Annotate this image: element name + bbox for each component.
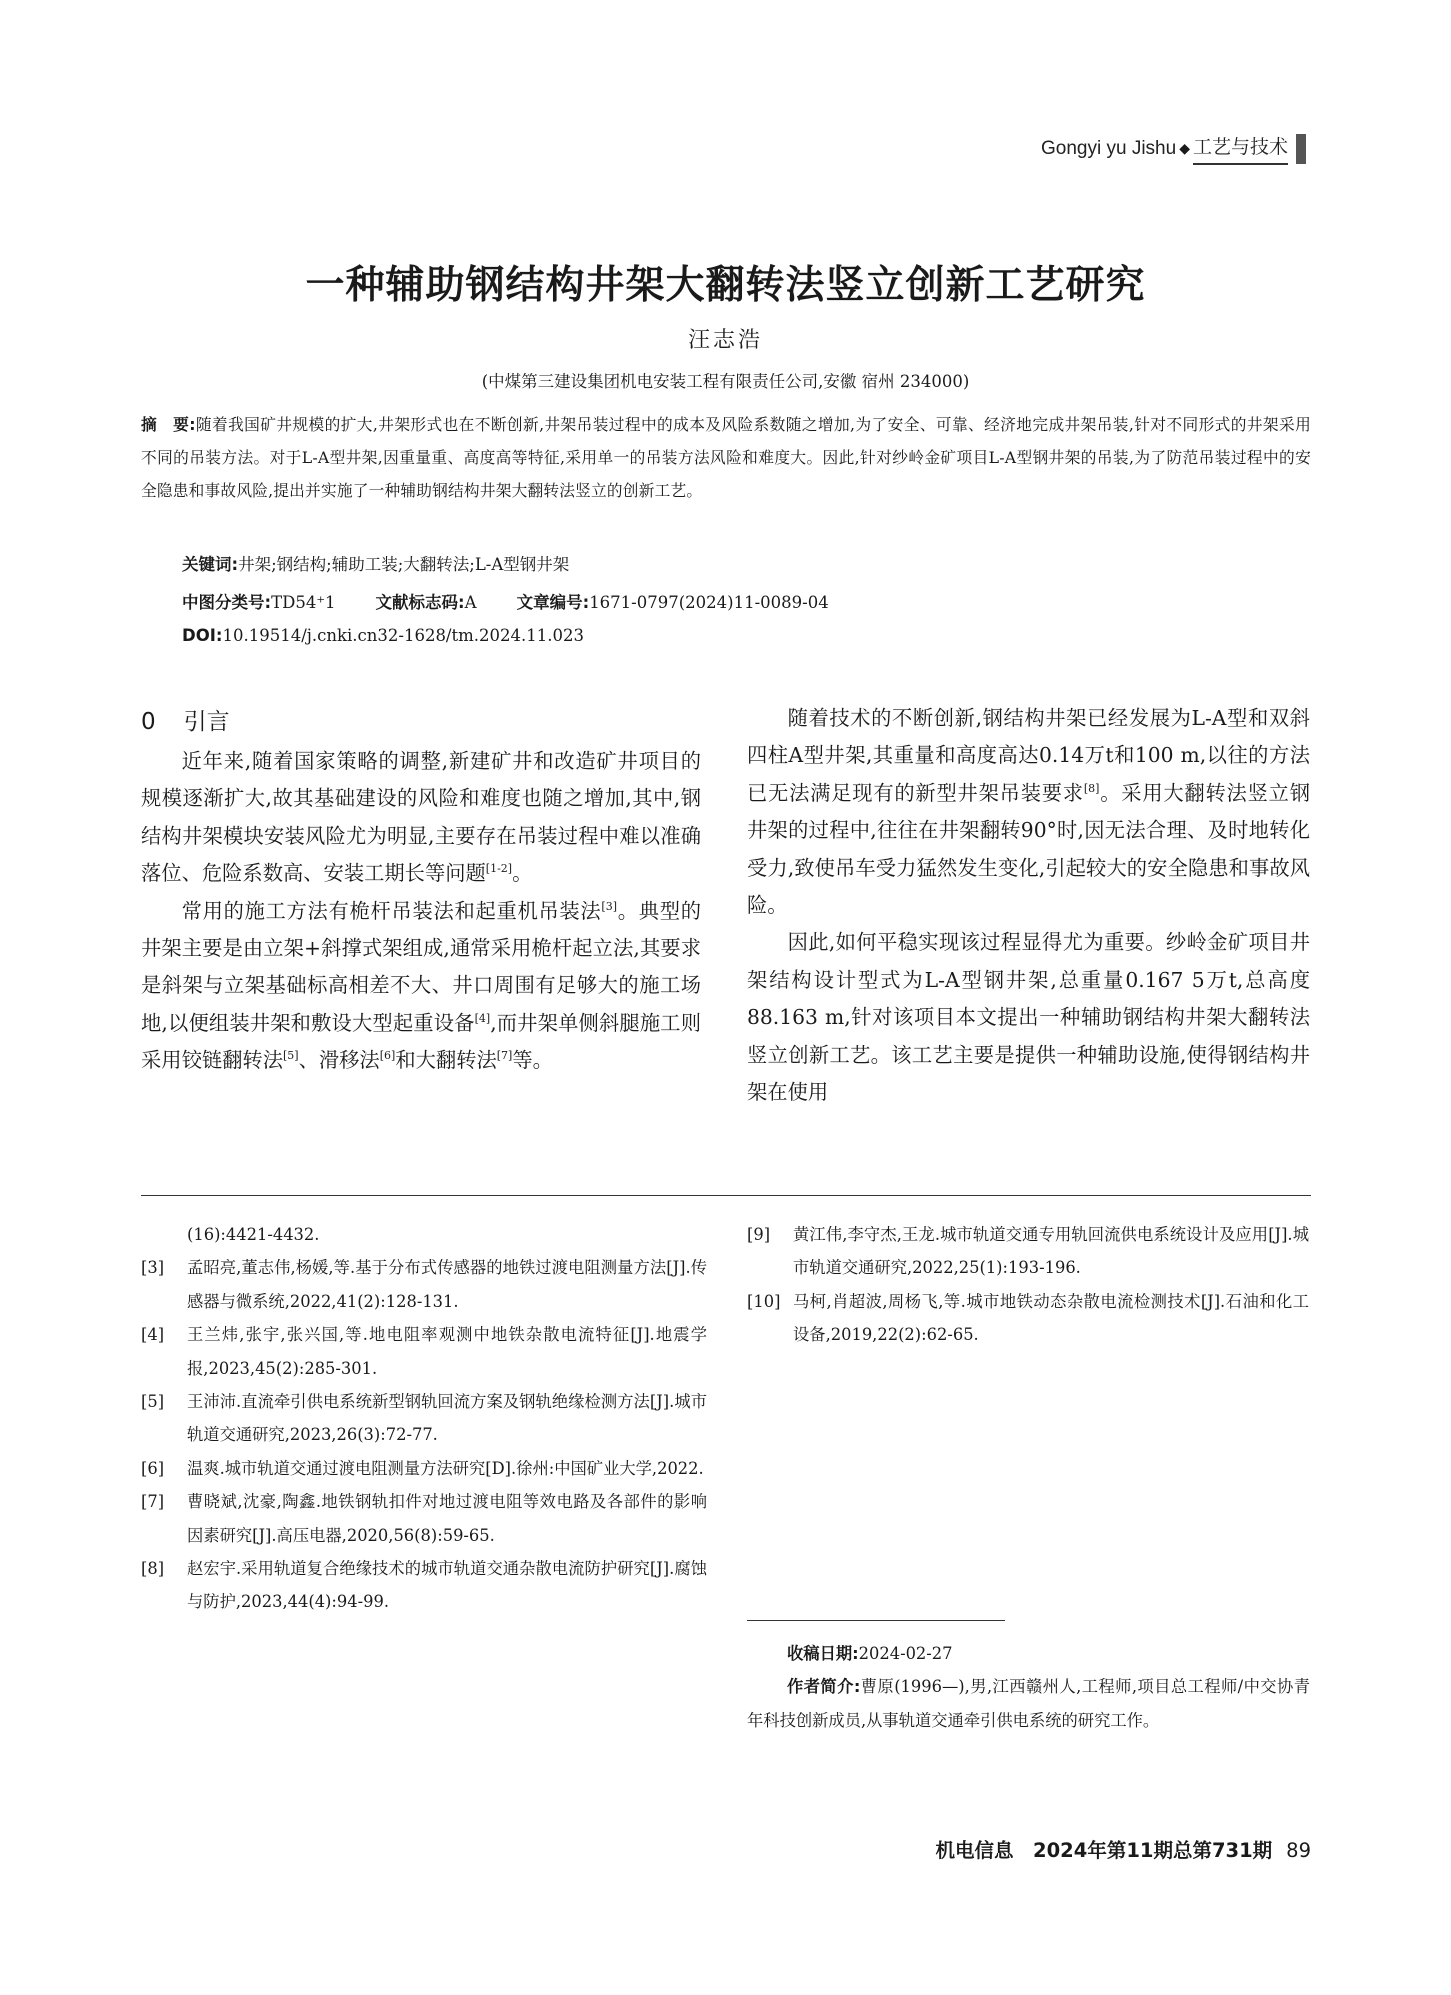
- clc-value: TD54⁺1: [271, 593, 336, 612]
- reference-item: [141, 1485, 707, 1552]
- doi-value: 10.19514/j.cnki.cn32-1628/tm.2024.11.023: [222, 626, 584, 645]
- section-heading: [141, 703, 230, 736]
- keywords-label: 关键词:: [182, 555, 239, 574]
- running-header-pinyin: Gongyi yu Jishu: [1041, 137, 1177, 159]
- running-header: [1041, 132, 1306, 165]
- reference-item: [141, 1318, 707, 1385]
- body-right-column: [747, 700, 1310, 1111]
- reference-text: 黄江伟,李守杰,王龙.城市轨道交通专用轨回流供电系统设计及应用[J].城市轨道交通研究,2022,25(1):193-196.: [793, 1225, 1309, 1278]
- paragraph-text: 常用的施工方法有桅杆吊装法和起重机吊装法: [181, 898, 602, 923]
- paragraph-text: 。典型的井架主要是由立架+斜撑式架组成,通常采用桅杆起立法,其要求是斜架与立架基础标高相差不大、井口周围有足够大的施工场地,以便组装井架和敷设大型起重设备: [141, 898, 701, 1035]
- reference-item: [141, 1251, 707, 1318]
- reference-text: 王沛沛.直流牵引供电系统新型钢轨回流方案及钢轨绝缘检测方法[J].城市轨道交通研究,2023,26(3):72-77.: [187, 1392, 707, 1445]
- reference-item: [747, 1285, 1309, 1352]
- paper-author: 汪志浩: [687, 328, 763, 353]
- reference-item: [141, 1552, 707, 1619]
- page-footer: [936, 1835, 1311, 1863]
- reference-text: 曹晓斌,沈豪,陶鑫.地铁钢轨扣件对地过渡电阻等效电路及各部件的影响因素研究[J].高压电器,2020,56(8):59-65.: [187, 1492, 707, 1545]
- reference-text: 马柯,肖超波,周杨飞,等.城市地铁动态杂散电流检测技术[J].石油和化工设备,2019,22(2):62-65.: [793, 1291, 1309, 1345]
- received-label: 收稿日期:: [787, 1644, 859, 1663]
- references-left: [141, 1218, 707, 1619]
- reference-number: [10]: [747, 1291, 781, 1311]
- paragraph-text: 。采用大翻转法竖立钢井架的过程中,往往在井架翻转90°时,因无法合理、及时地转化受力,致使吊车受力猛然发生变化,引起较大的安全隐患和事故风险。: [747, 780, 1310, 918]
- body-paragraph: 因此,如何平稳实现该过程显得尤为重要。纱岭金矿项目井架结构设计型式为L-A型钢井架,总重量0.167 5万t,总高度88.163 m,针对该项目本文提出一种辅助钢结构井架大翻转法竖立创新工艺。该工艺主要是提供一种辅助设施,使得钢结构井架在使用: [747, 930, 1310, 1105]
- section-title: 引言: [183, 709, 230, 735]
- citation: [3]: [601, 899, 618, 913]
- reference-item: [141, 1218, 707, 1251]
- reference-text: 赵宏宇.采用轨道复合绝缘技术的城市轨道交通杂散电流防护研究[J].腐蚀与防护,2023,44(4):94-99.: [187, 1559, 707, 1612]
- citation: [4]: [474, 1012, 491, 1026]
- doc-code-value: A: [464, 593, 477, 612]
- footnote-divider: [141, 1195, 1311, 1196]
- abstract-label: 摘 要:: [141, 415, 196, 434]
- reference-text: (16):4421-4432.: [187, 1225, 320, 1244]
- reference-number: [9]: [747, 1225, 771, 1244]
- doc-code-label: 文献标志码:: [375, 593, 465, 612]
- body-paragraph: [141, 743, 701, 893]
- diamond-icon: ◆: [1179, 140, 1190, 156]
- classification-line: [182, 589, 829, 613]
- paragraph-text: 等。: [512, 1048, 553, 1073]
- keywords-text: 井架;钢结构;辅助工装;大翻转法;L-A型钢井架: [238, 555, 570, 574]
- doi-line: [182, 626, 584, 645]
- footer-journal: 机电信息 2024年第11期总第731期: [935, 1839, 1273, 1862]
- abstract: [141, 408, 1311, 507]
- citation: [6]: [379, 1049, 396, 1063]
- reference-number: [5]: [141, 1392, 165, 1412]
- citation: [5]: [282, 1049, 299, 1063]
- reference-number: [8]: [141, 1559, 165, 1579]
- article-number-value: 1671-0797(2024)11-0089-04: [589, 593, 829, 612]
- received-value: 2024-02-27: [858, 1644, 953, 1663]
- reference-item: [141, 1452, 707, 1485]
- citation: [1-2]: [485, 862, 513, 876]
- doi-label: DOI:: [182, 626, 223, 645]
- references-right: [747, 1218, 1309, 1352]
- author-bio-text: 曹原(1996—),男,江西赣州人,工程师,项目总工程师/中交协青年科技创新成员,从事轨道交通牵引供电系统的研究工作。: [747, 1677, 1311, 1730]
- article-number-label: 文章编号:: [516, 593, 590, 612]
- author-bio-label: 作者简介:: [787, 1677, 861, 1697]
- citation: [8]: [1083, 782, 1100, 796]
- reference-text: 王兰炜,张宇,张兴国,等.地电阻率观测中地铁杂散电流特征[J].地震学报,2023,45(2):285-301.: [187, 1325, 707, 1378]
- clc-label: 中图分类号:: [182, 593, 272, 612]
- page-number: 89: [1286, 1839, 1311, 1862]
- body-paragraph: [141, 893, 701, 1080]
- reference-number: [6]: [141, 1458, 165, 1478]
- paragraph-text: 随着技术的不断创新,钢结构井架已经发展为L-A型和双斜四柱A型井架,其重量和高度高达0.14万t和100 m,以往的方法已无法满足现有的新型井架吊装要求: [747, 706, 1310, 805]
- paragraph-text: 、滑移法: [298, 1048, 380, 1073]
- author-affiliation: (中煤第三建设集团机电安装工程有限责任公司,安徽 宿州 234000): [481, 372, 970, 391]
- keywords: [182, 551, 569, 575]
- paragraph-text: 。: [512, 861, 533, 886]
- received-date: [747, 1637, 1310, 1670]
- reference-number: [7]: [141, 1492, 165, 1512]
- author-bio: [747, 1670, 1310, 1737]
- reference-item: [141, 1385, 707, 1452]
- abstract-text: 随着我国矿井规模的扩大,井架形式也在不断创新,井架吊装过程中的成本及风险系数随之增加,为了安全、可靠、经济地完成井架吊装,针对不同形式的井架采用不同的吊装方法。对于L-A型井架,因重量重、高度高等特征,采用单一的吊装方法风险和难度大。因此,针对纱岭金矿项目L-A型钢井架的吊装,为了防范吊装过程中的安全隐患和事故风险,提出并实施了一种辅助钢结构井架大翻转法竖立的创新工艺。: [141, 415, 1311, 500]
- paragraph-text: 和大翻转法: [395, 1048, 497, 1073]
- running-header-column: 工艺与技术: [1193, 132, 1288, 165]
- section-number: 0: [141, 709, 156, 735]
- notes-divider: [747, 1620, 1005, 1621]
- paper-title: 一种辅助钢结构井架大翻转法竖立创新工艺研究: [305, 263, 1146, 308]
- reference-item: [747, 1218, 1309, 1285]
- reference-text: 温爽.城市轨道交通过渡电阻测量方法研究[D].徐州:中国矿业大学,2022.: [187, 1458, 704, 1478]
- citation: [7]: [496, 1049, 513, 1063]
- paragraph-text: ,而井架单侧斜腿施工则采用铰链翻转法: [141, 1010, 701, 1073]
- paragraph-text: 近年来,随着国家策略的调整,新建矿井和改造矿井项目的规模逐渐扩大,故其基础建设的风险和难度也随之增加,其中,钢结构井架模块安装风险尤为明显,主要存在吊装过程中难以准确落位、危险系数高、安装工期长等问题: [141, 749, 701, 886]
- body-left-column: [141, 743, 701, 1080]
- body-paragraph: [747, 700, 1310, 924]
- header-bar-icon: [1296, 134, 1306, 164]
- reference-number: [4]: [141, 1325, 165, 1345]
- reference-text: 孟昭亮,董志伟,杨媛,等.基于分布式传感器的地铁过渡电阻测量方法[J].传感器与微系统,2022,41(2):128-131.: [187, 1258, 707, 1311]
- article-notes: [747, 1637, 1310, 1737]
- reference-number: [3]: [141, 1258, 165, 1278]
